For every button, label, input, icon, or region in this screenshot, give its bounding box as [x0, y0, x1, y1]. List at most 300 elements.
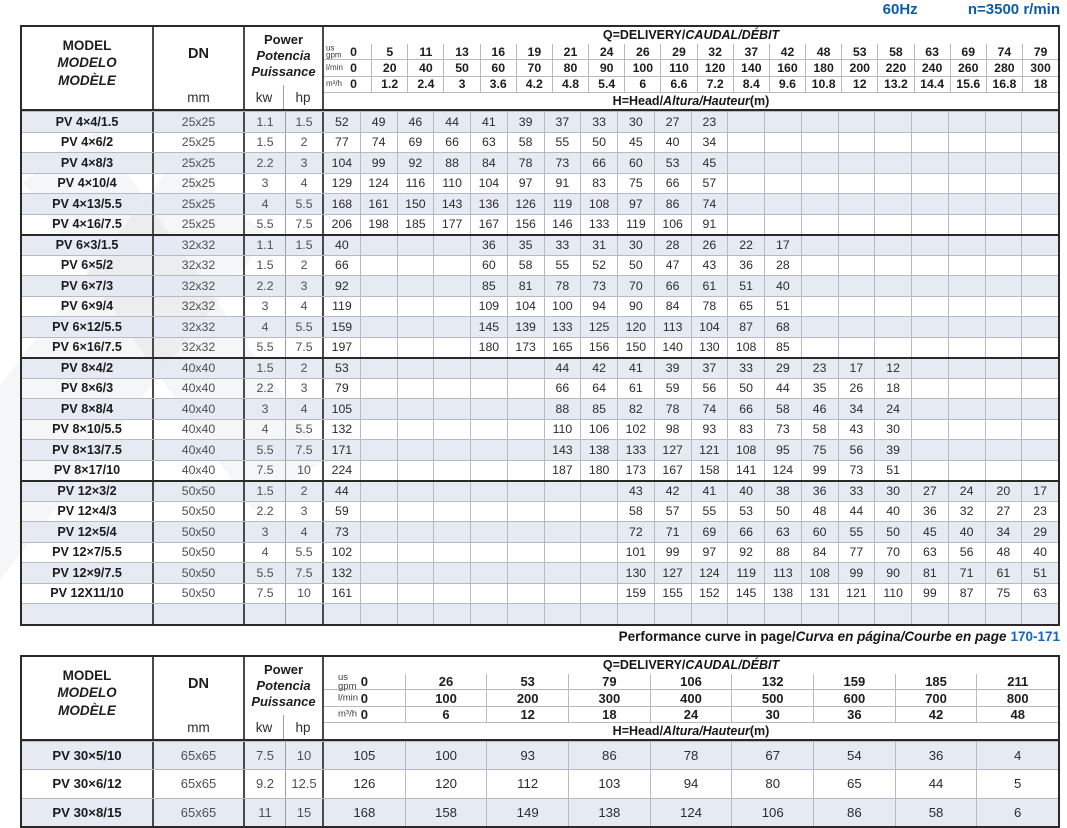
head-value-cell: [948, 359, 985, 378]
flow-value: 11: [407, 44, 443, 59]
head-value-cell: 55: [691, 502, 728, 522]
head-value-cell: [397, 317, 434, 337]
flow-value: 48: [805, 44, 841, 59]
head-value-cell: [397, 543, 434, 563]
head-value-cell: [324, 604, 360, 624]
head-value-cell: 156: [507, 215, 544, 235]
head-value-cell: 58: [764, 399, 801, 419]
head-value-cell: 66: [654, 276, 691, 296]
head-value-cell: 124: [650, 799, 732, 826]
head-value-cell: [507, 563, 544, 583]
head-value-cell: [727, 153, 764, 173]
head-value-cell: 40: [764, 276, 801, 296]
head-value-cell: 45: [617, 133, 654, 153]
head-value-cell: [985, 215, 1022, 235]
head-value-cell: 36: [801, 482, 838, 501]
head-value-cell: 73: [838, 461, 875, 481]
kw-cell: 4: [261, 196, 269, 211]
flow-value: 800: [976, 690, 1058, 705]
head-value-cell: [911, 112, 948, 132]
flow-value: 7.2: [697, 77, 733, 92]
flow-value: 40: [407, 60, 443, 75]
head-value-cell: [948, 112, 985, 132]
head-value-cell: 120: [405, 770, 487, 797]
hp-cell: 7.5: [285, 563, 324, 583]
head-value-cell: [985, 379, 1022, 399]
dn-cell: 40x40: [154, 440, 245, 460]
head-value-cell: [985, 133, 1022, 153]
hp-cell: 2: [285, 482, 324, 501]
head-value-cell: [727, 604, 764, 624]
head-value-cell: 60: [470, 256, 507, 276]
head-value-cell: [433, 440, 470, 460]
head-value-cell: 100: [544, 297, 581, 317]
dn-cell: 25x25: [154, 112, 245, 132]
head-value-cell: 64: [580, 379, 617, 399]
head-value-cell: 66: [433, 133, 470, 153]
flow-value: 24: [650, 707, 732, 722]
head-value-cell: 150: [397, 194, 434, 214]
head-value-cell: [985, 359, 1022, 378]
head-value-cell: 66: [654, 174, 691, 194]
model-cell: PV 12×5/4: [22, 522, 154, 542]
head-value-cell: 48: [985, 543, 1022, 563]
table-row: [22, 583, 1058, 604]
dn-cell: 50x50: [154, 563, 245, 583]
head-value-cell: 58: [801, 420, 838, 440]
unit-label: m³/h: [338, 708, 357, 720]
head-value-cell: 77: [838, 543, 875, 563]
head-value-cell: 103: [568, 770, 650, 797]
kw-cell: 1.5: [256, 258, 274, 273]
head-value-cell: [801, 276, 838, 296]
flow-value: 19: [516, 44, 552, 59]
head-value-cell: [985, 276, 1022, 296]
dn-label: DN: [188, 675, 209, 692]
head-value-cell: [360, 563, 397, 583]
head-value-cell: [397, 461, 434, 481]
flow-value: 37: [733, 44, 769, 59]
head-value-cell: [360, 482, 397, 501]
flow-value: 90: [588, 60, 624, 75]
dn-cell: 25x25: [154, 174, 245, 194]
head-value-cell: 99: [801, 461, 838, 481]
head-value-cell: [397, 584, 434, 604]
head-value-cell: 50: [874, 522, 911, 542]
head-value-cell: 35: [507, 236, 544, 255]
hp-cell: 2: [285, 133, 324, 153]
head-value-cell: [911, 297, 948, 317]
head-value-cell: 34: [691, 133, 728, 153]
head-value-cell: 65: [727, 297, 764, 317]
head-value-cell: [838, 604, 875, 624]
head-value-cell: [874, 133, 911, 153]
table-row: [22, 562, 1058, 583]
flow-value: 15.6: [950, 77, 986, 92]
head-value-cell: [985, 317, 1022, 337]
head-value-cell: [433, 461, 470, 481]
dn-cell: 65x65: [154, 770, 245, 797]
head-value-cell: 42: [580, 359, 617, 378]
dn-cell: 32x32: [154, 338, 245, 358]
head-value-cell: [838, 338, 875, 358]
model-cell: PV 12X11/10: [22, 584, 154, 604]
head-value-cell: 69: [691, 522, 728, 542]
head-value-cell: [433, 502, 470, 522]
head-value-cell: 168: [353, 804, 376, 820]
table-row: [22, 296, 1058, 317]
head-value-cell: 36: [470, 236, 507, 255]
head-value-cell: [360, 420, 397, 440]
head-value-cell: [544, 522, 581, 542]
flow-value: 2.4: [407, 77, 443, 92]
head-value-cell: 86: [568, 742, 650, 769]
head-value-cell: 113: [654, 317, 691, 337]
head-value-cell: 43: [617, 482, 654, 501]
head-value-cell: 99: [360, 153, 397, 173]
head-value-cell: [985, 604, 1022, 624]
head-value-cell: [948, 133, 985, 153]
head-value-cell: 106: [654, 215, 691, 235]
head-value-cell: [360, 236, 397, 255]
head-value-cell: 168: [331, 196, 353, 211]
head-value-cell: 99: [654, 543, 691, 563]
head-value-cell: [397, 338, 434, 358]
head-value-cell: 92: [727, 543, 764, 563]
power-label: [245, 657, 322, 715]
flow-value: l/min 0: [338, 690, 368, 706]
head-value-cell: [433, 522, 470, 542]
model-cell: PV 8×6/3: [22, 379, 154, 399]
head-value-cell: 33: [838, 482, 875, 501]
model-cell: PV 12×4/3: [22, 502, 154, 522]
head-value-cell: 91: [691, 215, 728, 235]
dn-cell: 25x25: [154, 153, 245, 173]
head-value-cell: [874, 112, 911, 132]
head-value-cell: [360, 399, 397, 419]
table-row: [22, 275, 1058, 296]
head-value-cell: 133: [544, 317, 581, 337]
model-cell: PV 6×3/1.5: [22, 236, 154, 255]
head-value-cell: 84: [470, 153, 507, 173]
head-value-cell: 97: [691, 543, 728, 563]
head-value-cell: [948, 317, 985, 337]
head-value-cell: 133: [617, 440, 654, 460]
head-value-cell: 131: [801, 584, 838, 604]
head-value-cell: [764, 194, 801, 214]
head-value-cell: 88: [544, 399, 581, 419]
table-header: [22, 657, 1058, 741]
kw-cell: 4: [261, 545, 269, 560]
head-value-cell: [838, 256, 875, 276]
head-value-cell: [985, 112, 1022, 132]
head-value-cell: [911, 604, 948, 624]
head-value-cell: [911, 317, 948, 337]
dn-cell: 25x25: [154, 215, 245, 235]
head-value-cell: 73: [544, 153, 581, 173]
head-value-cell: [801, 194, 838, 214]
note-page-numbers: 170-171: [1010, 629, 1060, 644]
head-value-cell: 90: [874, 563, 911, 583]
head-value-cell: 40: [335, 238, 349, 253]
kw-cell: 1.5: [256, 361, 274, 376]
hp-cell: 3: [285, 379, 324, 399]
head-value-cell: [874, 174, 911, 194]
head-value-cell: 171: [331, 442, 353, 457]
head-value-cell: [985, 420, 1022, 440]
power-label-line: Puissance: [251, 64, 316, 80]
head-value-cell: 37: [691, 359, 728, 378]
head-value-cell: [544, 482, 581, 501]
head-value-cell: 133: [580, 215, 617, 235]
model-cell: PV 30×8/15: [22, 799, 154, 826]
head-value-cell: [801, 236, 838, 255]
head-value-cell: 124: [764, 461, 801, 481]
head-value-cell: 52: [335, 114, 349, 129]
head-value-cell: 78: [544, 276, 581, 296]
model-cell: PV 30×6/12: [22, 770, 154, 797]
hp-cell: [285, 604, 324, 624]
head-value-cell: [874, 194, 911, 214]
head-value-cell: [544, 604, 581, 624]
head-value-cell: 85: [470, 276, 507, 296]
head-value-cell: 85: [764, 338, 801, 358]
kw-cell: 1.1: [256, 238, 274, 253]
head-value-cell: [764, 215, 801, 235]
head-value-cell: 49: [360, 112, 397, 132]
model-cell: PV 12×3/2: [22, 482, 154, 501]
head-value-cell: 28: [654, 236, 691, 255]
flow-value: 160: [769, 60, 805, 75]
head-value-cell: [911, 256, 948, 276]
head-value-cell: 101: [617, 543, 654, 563]
flow-units-row: [324, 77, 1058, 93]
head-value-cell: [360, 543, 397, 563]
head-value-cell: [948, 236, 985, 255]
flow-value: 63: [914, 44, 950, 59]
head-value-cell: [911, 153, 948, 173]
head-value-cell: 63: [764, 522, 801, 542]
head-value-cell: 87: [948, 584, 985, 604]
model-header: [22, 27, 154, 109]
head-value-cell: 99: [838, 563, 875, 583]
hp-cell: 3: [285, 276, 324, 296]
head-value-cell: [874, 297, 911, 317]
head-value-cell: 36: [727, 256, 764, 276]
head-value-cell: 33: [580, 112, 617, 132]
head-value-cell: [617, 604, 654, 624]
head-value-cell: [470, 420, 507, 440]
head-value-cell: [801, 112, 838, 132]
head-value-cell: 93: [486, 742, 568, 769]
head-value-cell: 102: [331, 545, 353, 560]
table-row: [22, 521, 1058, 542]
head-value-cell: [360, 338, 397, 358]
flow-value: 14.4: [914, 77, 950, 92]
table-row: [22, 357, 1058, 378]
head-value-cell: [801, 317, 838, 337]
flow-value: 220: [877, 60, 913, 75]
power-label-line: Puissance: [251, 694, 316, 710]
head-value-cell: 125: [580, 317, 617, 337]
kw-cell: 9.2: [255, 776, 275, 792]
head-value-cell: [838, 153, 875, 173]
head-value-cell: 98: [654, 420, 691, 440]
head-value-cell: 73: [580, 276, 617, 296]
head-value-cell: 27: [654, 112, 691, 132]
head-value-cell: 130: [617, 563, 654, 583]
head-value-cell: 110: [544, 420, 581, 440]
kw-cell: 7.5: [256, 586, 274, 601]
head-value-cell: [911, 379, 948, 399]
head-value-cell: 126: [353, 776, 376, 792]
model-cell: PV 8×10/5.5: [22, 420, 154, 440]
head-value-cell: 87: [727, 317, 764, 337]
head-value-cell: 44: [335, 484, 349, 499]
speed-label: n=3500 r/min: [967, 1, 1060, 18]
head-value-cell: [948, 174, 985, 194]
head-value-cell: [727, 133, 764, 153]
table-header: [22, 27, 1058, 111]
head-value-cell: [397, 563, 434, 583]
head-value-cell: 39: [507, 112, 544, 132]
kw-cell: 5.5: [256, 217, 274, 232]
head-value-cell: [654, 604, 691, 624]
head-value-cell: [397, 522, 434, 542]
head-value-cell: 44: [433, 112, 470, 132]
head-value-cell: 24: [948, 482, 985, 501]
head-value-cell: [544, 563, 581, 583]
table-row: [22, 152, 1058, 173]
dn-cell: 32x32: [154, 236, 245, 255]
head-value-cell: [544, 543, 581, 563]
head-value-cell: 104: [691, 317, 728, 337]
hp-cell: 4: [285, 522, 324, 542]
table-row: [22, 378, 1058, 399]
flow-value: 4.2: [516, 77, 552, 92]
head-value-cell: 46: [801, 399, 838, 419]
dn-cell: 50x50: [154, 502, 245, 522]
head-value-cell: [948, 604, 985, 624]
head-value-cell: [580, 482, 617, 501]
head-value-cell: 70: [874, 543, 911, 563]
head-value-cell: [470, 359, 507, 378]
head-value-cell: [580, 563, 617, 583]
head-value-cell: [985, 236, 1022, 255]
head-value-cell: [360, 522, 397, 542]
table-row: [22, 132, 1058, 153]
head-value-cell: [470, 379, 507, 399]
head-value-cell: 65: [813, 770, 895, 797]
dn-cell: 50x50: [154, 522, 245, 542]
head-value-cell: [397, 502, 434, 522]
head-value-cell: 150: [617, 338, 654, 358]
head-value-cell: [838, 112, 875, 132]
head-value-cell: [580, 604, 617, 624]
flow-value: 21: [552, 44, 588, 59]
q-delivery-title: Q=DELIVERY/ CAUDAL/DÉBIT: [602, 28, 780, 43]
head-value-cell: [507, 399, 544, 419]
kw-cell: 2.2: [256, 155, 274, 170]
table-row: [22, 316, 1058, 337]
flow-value: m³/h 0: [338, 706, 368, 722]
flow-value: 6: [405, 707, 487, 722]
head-value-cell: 105: [353, 748, 376, 764]
head-value-cell: 161: [331, 586, 353, 601]
head-value-cell: 34: [985, 522, 1022, 542]
power-label-line: Power: [263, 31, 303, 47]
head-value-cell: 56: [948, 543, 985, 563]
head-value-cell: 88: [764, 543, 801, 563]
model-cell: PV 12×9/7.5: [22, 563, 154, 583]
table-row: [22, 173, 1058, 194]
head-value-cell: 17: [764, 236, 801, 255]
flow-value: 12: [486, 707, 568, 722]
q-header: [324, 27, 1058, 109]
head-value-cell: [948, 297, 985, 317]
flow-value: 30: [731, 707, 813, 722]
head-value-cell: 17: [838, 359, 875, 378]
head-value-cell: 177: [433, 215, 470, 235]
power-header: [245, 27, 324, 109]
head-value-cell: [911, 338, 948, 358]
head-value-cell: [948, 399, 985, 419]
head-value-cell: [911, 359, 948, 378]
head-value-cell: [948, 256, 985, 276]
head-value-cell: 92: [335, 278, 349, 293]
flow-value: 53: [841, 44, 877, 59]
head-value-cell: [507, 359, 544, 378]
head-value-cell: 224: [331, 463, 353, 478]
model-cell: PV 4×10/4: [22, 174, 154, 194]
flow-units-row: [324, 671, 1058, 692]
flow-value: 13: [443, 44, 479, 59]
hp-cell: 7.5: [285, 215, 324, 235]
frequency-label: 60Hz: [882, 1, 918, 18]
flow-units-row: [324, 707, 1058, 723]
kw-cell: 4: [261, 422, 269, 437]
head-value-cell: [727, 112, 764, 132]
head-value-cell: [433, 584, 470, 604]
head-value-cell: 50: [580, 133, 617, 153]
head-value-cell: 206: [331, 217, 353, 232]
flow-value: 5: [371, 44, 407, 59]
head-value-cell: [470, 543, 507, 563]
head-value-cell: [360, 604, 397, 624]
hp-label: hp: [283, 85, 322, 109]
head-value-cell: 155: [654, 584, 691, 604]
kw-cell: 5.5: [256, 340, 274, 355]
pump-table-pv30: [20, 655, 1060, 828]
head-value-cell: [433, 563, 470, 583]
hp-cell: 7.5: [285, 440, 324, 460]
head-value-cell: 35: [801, 379, 838, 399]
head-value-cell: 44: [544, 359, 581, 378]
head-value-cell: [764, 112, 801, 132]
head-value-cell: 23: [691, 112, 728, 132]
head-value-cell: 61: [691, 276, 728, 296]
head-value-cell: [360, 276, 397, 296]
head-value-cell: [911, 133, 948, 153]
head-value-cell: 44: [764, 379, 801, 399]
kw-cell: 2.2: [256, 504, 274, 519]
flow-units-row: [324, 60, 1058, 76]
flow-value: l/min 0: [326, 61, 357, 75]
dn-cell: 50x50: [154, 584, 245, 604]
head-value-cell: [1021, 379, 1058, 399]
head-value-cell: 127: [654, 563, 691, 583]
head-value-cell: 75: [617, 174, 654, 194]
